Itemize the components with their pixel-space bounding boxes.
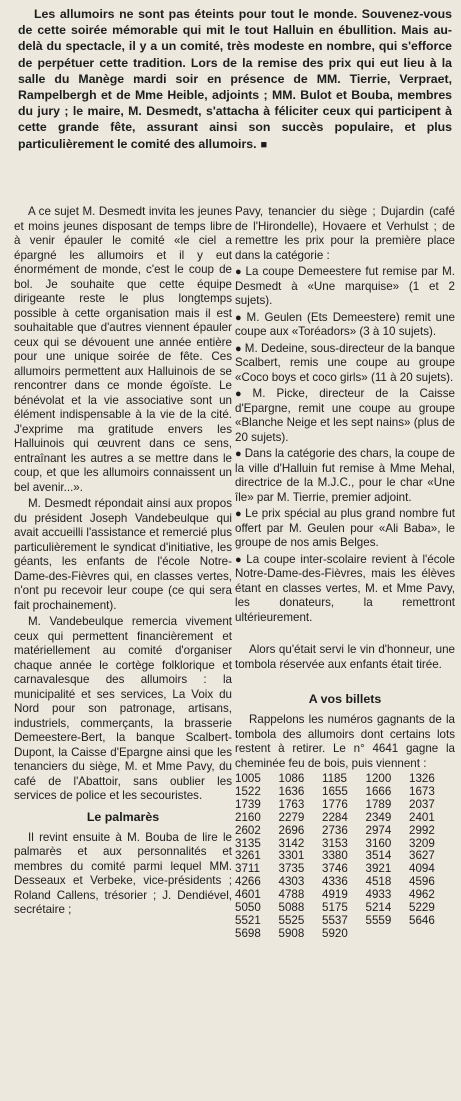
winning-number: 2992: [409, 823, 435, 837]
article-paragraph: Alors qu'était servi le vin d'honneur, une tombola réservée aux enfants était tirée.: [235, 643, 455, 671]
number-row: [235, 915, 449, 928]
intro-paragraph: [18, 6, 452, 153]
winning-number: 5525: [278, 913, 305, 927]
tombola-heading: A vos billets: [308, 692, 382, 706]
winning-number: 5050: [235, 901, 261, 915]
prize-item: ● La coupe Demeestere fut remise par M. Desmedt à «Une marquise» (1 et 2 sujets).: [235, 265, 455, 307]
winning-number: 4601: [235, 888, 261, 902]
winning-number: 3261: [235, 849, 261, 863]
tombola-intro: Rappelons les numéros gagnants de la tombola des allumoirs dont certains lots restent à retirer. Le n° 4641 gagne la cheminée feu de bois, puis viennent :: [235, 713, 455, 770]
bullet-icon: ●: [235, 266, 243, 278]
number-row: [235, 812, 449, 825]
winning-number: 4962: [409, 888, 435, 902]
article-paragraph: Pavy, tenancier du siège ; Dujardin (café de l'Hirondelle), Hovaere et Verhulst ; de remettre les prix pour la première place dans la catégorie :: [235, 205, 455, 262]
winning-number: 3514: [365, 849, 392, 863]
winning-number: 3153: [322, 836, 348, 850]
winning-number: 1739: [235, 797, 261, 811]
winning-number: 2401: [409, 810, 435, 824]
winning-number: 5521: [235, 913, 261, 927]
winning-number: 3135: [235, 836, 261, 850]
winning-number: 5229: [409, 901, 435, 915]
prize-item: ● La coupe inter-scolaire revient à l'école Notre-Dame-des-Fièvres, mais les élèves étant en classes vertes, M. et Mme Pavy, les donateurs, la remettront ultérieurement.: [235, 552, 455, 624]
winning-number: 5920: [322, 926, 348, 940]
prize-item: ● M. Geulen (Ets Demeestere) remit une coupe aux «Toréadors» (3 à 10 sujets).: [235, 310, 455, 338]
winning-number: 1789: [365, 797, 392, 811]
number-row: [235, 825, 449, 838]
winning-number: 4094: [409, 862, 435, 876]
palmares-heading: Le palmarès: [86, 809, 160, 824]
winning-number: 3301: [278, 849, 305, 863]
winning-number: 3142: [278, 836, 305, 850]
number-row: [235, 799, 449, 812]
winning-number: 1086: [278, 772, 305, 785]
winning-number: 5214: [365, 901, 392, 915]
winning-number: 1522: [235, 784, 261, 798]
intro-text: Les allumoirs ne sont pas éteints pour tout le monde. Souvenez-vous de cette soirée mémorable qui mit le tout Halluin en ébullition. Mais au-delà du spectacle, il y a un comité, très modeste en nombre, qui s'efforce de perpétuer cette tradition. Lors de la remise des prix qui eut lieu à la salle du Manège mardi soir en présence de MM. Tierrie, Verpraet, Rampelbergh et de Mme Heible, adjoints ; MM. Bulot et Bouba, membres du jury ; le maire, M. Desmedt, s'attacha à féliciter ceux qui participent à cette grande fête, assurant ainsi son succès populaire, et plus particulièrement le comité des allumoirs.: [18, 7, 452, 151]
winning-number: 4596: [409, 875, 435, 889]
bullet-icon: ●: [235, 311, 244, 324]
winning-number: 4919: [322, 888, 348, 902]
article-paragraph: M. Vandebeulque remercia vivement ceux qui permettent financièrement et matériellement au comité d'organiser chaque année le cortège folklorique et carnavalesque des allumoirs : la municipalité et ses services, La Voix du Nord pour son patronage, artisans, industriels, commerçants, la brasserie Demeestere-Bert, la banque Scalbert-Dupont, la Caisse d'Epargne ainsi que les tenanciers du siège, M. et Mme Pavy, du café de l'Abattoir, sans oublier les services de police et les secouristes.: [14, 615, 232, 802]
prize-item: ● Dans la catégorie des chars, la coupe de la ville d'Halluin fut remise à Mme Mehal, directrice de la M.J.C., pour le char «Une île» par M. Tierrie, premier adjoint.: [235, 447, 455, 504]
article-paragraph: A ce sujet M. Desmedt invita les jeunes et moins jeunes disposant de temps libre à venir épauler le comité «le ciel a épargné les allumoirs et il y eut énormément de monde, c'est le coup de bol. Je souhaite que cette équipe dirigeante reste le plus longtemps possible à cette organisation mais il est souhaitable que d'autres viennent épauler ceux qui se dévouent une année entière pour une unique soirée de fête. Ces allumoirs permettent aux Halluinois de se rencontrer dans ce monde égoïste. Le bénévolat et la vie associative sont un élément indispensable à la vie de la cité. J'exprime ma gratitude envers les Halluinois qui œuvrent dans ce sens, entraînant les autres a se mettre dans le coup, et que les allumoirs connaissent un bel avenir...».: [14, 205, 232, 494]
article-paragraph: M. Desmedt répondait ainsi aux propos du président Joseph Vandebeulque qui avait accueilli l'assistance et remercié plus particulièrement le syndicat d'initiative, les géants, les enfants de l'école Notre-Dame-des-Fièvres qui, en classes vertes, n'ont pu recevoir leur coupe (ce qui sera fait prochainement).: [14, 497, 232, 612]
end-mark: ■: [260, 138, 268, 151]
winning-number: 2037: [409, 797, 435, 811]
winning-number: 1005: [235, 772, 261, 785]
winning-number: 2279: [278, 810, 305, 824]
winning-number: 2696: [278, 823, 305, 837]
winning-number: 1636: [278, 784, 305, 798]
winning-number: 2349: [365, 810, 392, 824]
winning-number: 4336: [322, 875, 348, 889]
winning-number: 2160: [235, 810, 261, 824]
winning-number: 1200: [365, 772, 392, 785]
prize-item: ● Le prix spécial au plus grand nombre fut offert par M. Geulen pour «Ali Baba», le groupe de nos amis Belges.: [235, 507, 455, 549]
prize-item: ● M. Dedeine, sous-directeur de la banque Scalbert, remis une coupe au groupe «Coco boys et coco girls» (11 à 20 sujets).: [235, 341, 455, 384]
bullet-icon: ●: [235, 448, 242, 460]
winning-number: 4303: [278, 875, 305, 889]
bullet-icon: ●: [235, 388, 250, 400]
winning-number: 5088: [278, 901, 305, 915]
winning-number: 2602: [235, 823, 261, 837]
winning-number: 3380: [322, 849, 348, 863]
prize-item: ● M. Picke, directeur de la Caisse d'Epargne, remit une coupe au groupe «Blanche Neige et les sept nains» (plus de 20 sujets).: [235, 387, 455, 444]
winning-numbers-table: [235, 773, 449, 941]
winning-number: 1776: [322, 797, 348, 811]
winning-number: 5175: [322, 901, 348, 915]
winning-number: 1326: [409, 772, 435, 785]
winning-number: 2736: [322, 823, 348, 837]
winning-number: 4933: [365, 888, 392, 902]
winning-number: 3735: [278, 862, 305, 876]
winning-number: 1655: [322, 784, 348, 798]
left-column: [14, 205, 232, 920]
winning-number: 4518: [365, 875, 392, 889]
winning-number: 3209: [409, 836, 435, 850]
winning-number: 3627: [409, 849, 435, 863]
article-paragraph: Il revint ensuite à M. Bouba de lire le palmarès et aux personnalités et membres du comité parmi lequel MM. Desseaux et Verbeke, vice-présidents ; Roland Callens, trésorier ; J. Dendiével, secrétaire ;: [14, 830, 232, 916]
number-row: [235, 928, 449, 941]
bullet-icon: ●: [235, 342, 242, 355]
winning-number: 3711: [235, 862, 260, 876]
winning-number: 5537: [322, 913, 348, 927]
winning-number: 5908: [278, 926, 305, 940]
right-column: [235, 205, 455, 941]
winning-number: 1185: [322, 772, 347, 785]
winning-number: 2284: [322, 810, 348, 824]
winning-number: 3160: [365, 836, 392, 850]
winning-number: 1763: [278, 797, 305, 811]
number-row: [235, 773, 449, 786]
winning-number: 3921: [365, 862, 392, 876]
winning-number: 5646: [409, 913, 435, 927]
winning-number: 4788: [278, 888, 305, 902]
winning-number: 1673: [409, 784, 435, 798]
number-row: [235, 786, 449, 799]
winning-number: 2974: [365, 823, 392, 837]
bullet-icon: ●: [235, 553, 244, 566]
bullet-icon: ●: [235, 508, 243, 520]
winning-number: 5698: [235, 926, 261, 940]
winning-number: 1666: [365, 784, 392, 798]
winning-number: 5559: [365, 913, 392, 927]
winning-number: 4266: [235, 875, 261, 889]
winning-number: 3746: [322, 862, 348, 876]
